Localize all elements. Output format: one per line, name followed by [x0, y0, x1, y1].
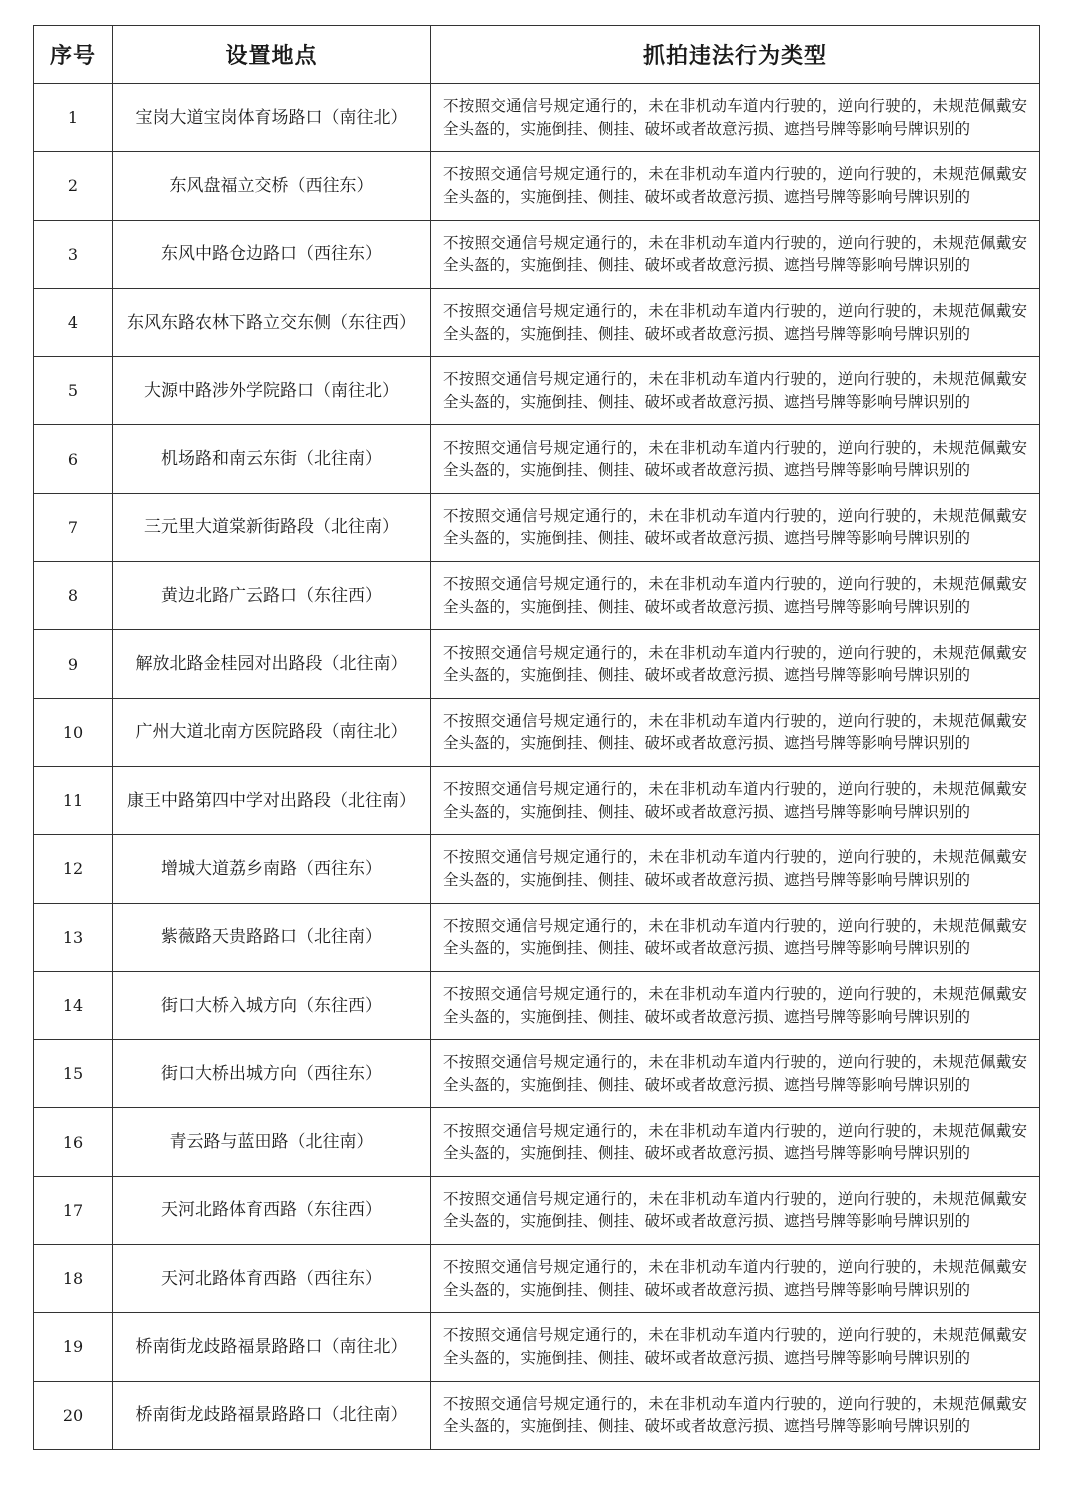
row-location: 三元里大道棠新街路段（北往南）: [113, 493, 431, 561]
table-row: [34, 1313, 1040, 1381]
row-location: 广州大道北南方医院路段（南往北）: [113, 698, 431, 766]
table-row: [34, 903, 1040, 971]
header-location: 设置地点: [113, 26, 431, 84]
row-violation-type: 不按照交通信号规定通行的，未在非机动车道内行驶的，逆向行驶的，未规范佩戴安全头盔的，实施倒挂、侧挂、破坏或者故意污损、遮挡号牌等影响号牌识别的: [431, 1313, 1040, 1381]
row-violation-type: 不按照交通信号规定通行的，未在非机动车道内行驶的，逆向行驶的，未规范佩戴安全头盔的，实施倒挂、侧挂、破坏或者故意污损、遮挡号牌等影响号牌识别的: [431, 971, 1040, 1039]
row-violation-type: 不按照交通信号规定通行的，未在非机动车道内行驶的，逆向行驶的，未规范佩戴安全头盔的，实施倒挂、侧挂、破坏或者故意污损、遮挡号牌等影响号牌识别的: [431, 84, 1040, 152]
table-row: [34, 1381, 1040, 1449]
row-number: 3: [34, 220, 113, 288]
row-violation-type: 不按照交通信号规定通行的，未在非机动车道内行驶的，逆向行驶的，未规范佩戴安全头盔的，实施倒挂、侧挂、破坏或者故意污损、遮挡号牌等影响号牌识别的: [431, 766, 1040, 834]
table-row: [34, 425, 1040, 493]
row-number: 4: [34, 288, 113, 356]
row-number: 9: [34, 630, 113, 698]
row-location: 宝岗大道宝岗体育场路口（南往北）: [113, 84, 431, 152]
row-location: 康王中路第四中学对出路段（北往南）: [113, 766, 431, 834]
table-row: [34, 1176, 1040, 1244]
row-violation-type: 不按照交通信号规定通行的，未在非机动车道内行驶的，逆向行驶的，未规范佩戴安全头盔的，实施倒挂、侧挂、破坏或者故意污损、遮挡号牌等影响号牌识别的: [431, 698, 1040, 766]
row-violation-type: 不按照交通信号规定通行的，未在非机动车道内行驶的，逆向行驶的，未规范佩戴安全头盔的，实施倒挂、侧挂、破坏或者故意污损、遮挡号牌等影响号牌识别的: [431, 425, 1040, 493]
row-violation-type: 不按照交通信号规定通行的，未在非机动车道内行驶的，逆向行驶的，未规范佩戴安全头盔的，实施倒挂、侧挂、破坏或者故意污损、遮挡号牌等影响号牌识别的: [431, 1245, 1040, 1313]
row-violation-type: 不按照交通信号规定通行的，未在非机动车道内行驶的，逆向行驶的，未规范佩戴安全头盔的，实施倒挂、侧挂、破坏或者故意污损、遮挡号牌等影响号牌识别的: [431, 903, 1040, 971]
table-row: [34, 835, 1040, 903]
table-row: [34, 1040, 1040, 1108]
table-row: [34, 698, 1040, 766]
header-num: 序号: [34, 26, 113, 84]
row-location: 解放北路金桂园对出路段（北往南）: [113, 630, 431, 698]
row-violation-type: 不按照交通信号规定通行的，未在非机动车道内行驶的，逆向行驶的，未规范佩戴安全头盔的，实施倒挂、侧挂、破坏或者故意污损、遮挡号牌等影响号牌识别的: [431, 835, 1040, 903]
row-number: 2: [34, 152, 113, 220]
table-row: [34, 288, 1040, 356]
header-row: [34, 26, 1040, 84]
row-location: 增城大道荔乡南路（西往东）: [113, 835, 431, 903]
table-row: [34, 220, 1040, 288]
row-location: 天河北路体育西路（东往西）: [113, 1176, 431, 1244]
table-row: [34, 971, 1040, 1039]
row-violation-type: 不按照交通信号规定通行的，未在非机动车道内行驶的，逆向行驶的，未规范佩戴安全头盔的，实施倒挂、侧挂、破坏或者故意污损、遮挡号牌等影响号牌识别的: [431, 1040, 1040, 1108]
row-violation-type: 不按照交通信号规定通行的，未在非机动车道内行驶的，逆向行驶的，未规范佩戴安全头盔的，实施倒挂、侧挂、破坏或者故意污损、遮挡号牌等影响号牌识别的: [431, 152, 1040, 220]
table-row: [34, 84, 1040, 152]
row-location: 街口大桥出城方向（西往东）: [113, 1040, 431, 1108]
row-number: 13: [34, 903, 113, 971]
table-row: [34, 562, 1040, 630]
table-row: [34, 357, 1040, 425]
row-number: 11: [34, 766, 113, 834]
row-number: 14: [34, 971, 113, 1039]
row-location: 东风东路农林下路立交东侧（东往西）: [113, 288, 431, 356]
row-violation-type: 不按照交通信号规定通行的，未在非机动车道内行驶的，逆向行驶的，未规范佩戴安全头盔的，实施倒挂、侧挂、破坏或者故意污损、遮挡号牌等影响号牌识别的: [431, 493, 1040, 561]
row-location: 机场路和南云东街（北往南）: [113, 425, 431, 493]
row-location: 街口大桥入城方向（东往西）: [113, 971, 431, 1039]
row-location: 桥南街龙歧路福景路路口（南往北）: [113, 1313, 431, 1381]
row-violation-type: 不按照交通信号规定通行的，未在非机动车道内行驶的，逆向行驶的，未规范佩戴安全头盔的，实施倒挂、侧挂、破坏或者故意污损、遮挡号牌等影响号牌识别的: [431, 1381, 1040, 1449]
row-location: 大源中路涉外学院路口（南往北）: [113, 357, 431, 425]
table-row: [34, 493, 1040, 561]
row-number: 15: [34, 1040, 113, 1108]
row-violation-type: 不按照交通信号规定通行的，未在非机动车道内行驶的，逆向行驶的，未规范佩戴安全头盔的，实施倒挂、侧挂、破坏或者故意污损、遮挡号牌等影响号牌识别的: [431, 288, 1040, 356]
row-number: 7: [34, 493, 113, 561]
row-location: 桥南街龙歧路福景路路口（北往南）: [113, 1381, 431, 1449]
row-violation-type: 不按照交通信号规定通行的，未在非机动车道内行驶的，逆向行驶的，未规范佩戴安全头盔的，实施倒挂、侧挂、破坏或者故意污损、遮挡号牌等影响号牌识别的: [431, 562, 1040, 630]
row-violation-type: 不按照交通信号规定通行的，未在非机动车道内行驶的，逆向行驶的，未规范佩戴安全头盔的，实施倒挂、侧挂、破坏或者故意污损、遮挡号牌等影响号牌识别的: [431, 357, 1040, 425]
row-number: 10: [34, 698, 113, 766]
row-location: 东风盘福立交桥（西往东）: [113, 152, 431, 220]
table-body: [34, 84, 1040, 1450]
row-location: 紫薇路天贵路路口（北往南）: [113, 903, 431, 971]
row-number: 16: [34, 1108, 113, 1176]
table-row: [34, 1108, 1040, 1176]
row-violation-type: 不按照交通信号规定通行的，未在非机动车道内行驶的，逆向行驶的，未规范佩戴安全头盔的，实施倒挂、侧挂、破坏或者故意污损、遮挡号牌等影响号牌识别的: [431, 220, 1040, 288]
table-row: [34, 766, 1040, 834]
row-location: 天河北路体育西路（西往东）: [113, 1245, 431, 1313]
row-violation-type: 不按照交通信号规定通行的，未在非机动车道内行驶的，逆向行驶的，未规范佩戴安全头盔的，实施倒挂、侧挂、破坏或者故意污损、遮挡号牌等影响号牌识别的: [431, 1176, 1040, 1244]
row-number: 1: [34, 84, 113, 152]
table-header: [34, 26, 1040, 84]
table-row: [34, 630, 1040, 698]
table-row: [34, 152, 1040, 220]
row-location: 青云路与蓝田路（北往南）: [113, 1108, 431, 1176]
header-violation-type: 抓拍违法行为类型: [431, 26, 1040, 84]
row-location: 黄边北路广云路口（东往西）: [113, 562, 431, 630]
row-number: 8: [34, 562, 113, 630]
row-number: 6: [34, 425, 113, 493]
row-number: 5: [34, 357, 113, 425]
row-number: 18: [34, 1245, 113, 1313]
row-number: 17: [34, 1176, 113, 1244]
row-violation-type: 不按照交通信号规定通行的，未在非机动车道内行驶的，逆向行驶的，未规范佩戴安全头盔的，实施倒挂、侧挂、破坏或者故意污损、遮挡号牌等影响号牌识别的: [431, 1108, 1040, 1176]
row-violation-type: 不按照交通信号规定通行的，未在非机动车道内行驶的，逆向行驶的，未规范佩戴安全头盔的，实施倒挂、侧挂、破坏或者故意污损、遮挡号牌等影响号牌识别的: [431, 630, 1040, 698]
table-row: [34, 1245, 1040, 1313]
row-number: 19: [34, 1313, 113, 1381]
enforcement-location-table: [33, 25, 1040, 1450]
row-number: 20: [34, 1381, 113, 1449]
row-location: 东风中路仓边路口（西往东）: [113, 220, 431, 288]
row-number: 12: [34, 835, 113, 903]
